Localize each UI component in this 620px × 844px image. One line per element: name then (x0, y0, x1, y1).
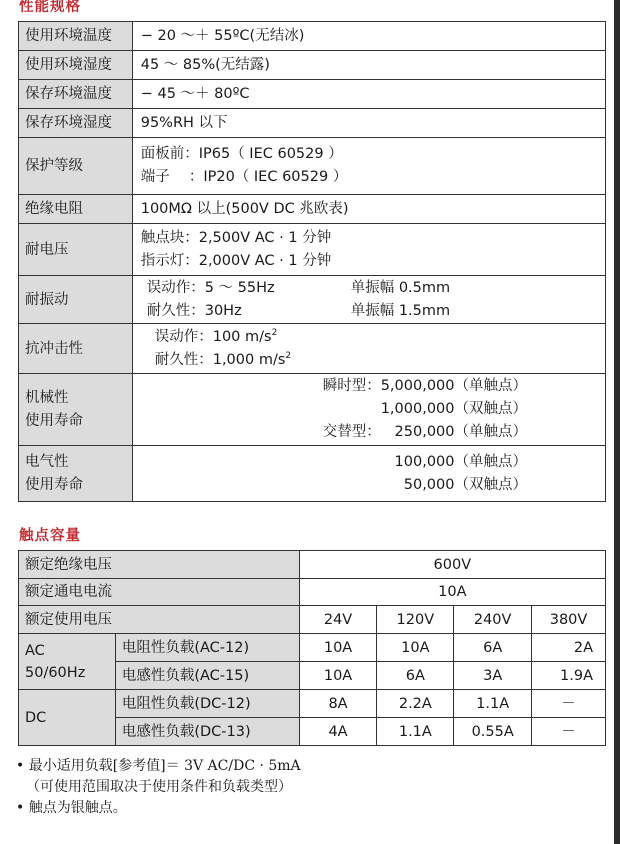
vibration-cell: 耐久性：30Hz (146, 302, 242, 319)
row-label: 保存环境湿度 (19, 109, 133, 138)
current-value: 10A (299, 662, 377, 690)
current-value: － (532, 690, 606, 718)
spec-table (18, 21, 606, 502)
row-label: AC 50/60Hz (19, 634, 116, 690)
life-type: 瞬时型： (322, 378, 381, 394)
current-value: 2.2A (377, 690, 454, 718)
row-label: 保存环境温度 (19, 80, 133, 109)
current-value: 1.1A (377, 718, 454, 746)
current-value: 1.9A (532, 662, 606, 690)
life-contact-type: （双触点） (454, 401, 527, 417)
note-contact-material: • 触点为银触点。 (16, 800, 127, 816)
table-row (19, 579, 606, 606)
row-value (132, 224, 605, 276)
current-value: 10A (299, 634, 377, 662)
voltage-header: 240V (454, 606, 532, 634)
life-grid (133, 451, 527, 497)
load-label: 电阻性负载(AC-12) (115, 634, 299, 662)
life-count: 1,000,000 (380, 401, 455, 417)
row-value: − 45 ～＋ 80ºC (132, 80, 605, 109)
life-count: 5,000,000 (380, 378, 455, 394)
row-value: 95%RH 以下 (132, 109, 605, 138)
row-label: 使用环境湿度 (19, 51, 133, 80)
page-edge (614, 0, 620, 844)
row-label: 电气性 使用寿命 (19, 446, 133, 502)
life-count: 50,000 (403, 476, 455, 493)
row-label: DC (19, 690, 116, 746)
row-value (132, 138, 605, 195)
section-title-contact: 触点容量 (19, 528, 81, 544)
table-row (19, 195, 606, 224)
row-value (132, 276, 605, 324)
table-row (19, 324, 606, 374)
row-value (132, 446, 605, 502)
elec-life-list (133, 451, 605, 497)
vibration-cell: 单振幅 1.5mm (350, 302, 451, 319)
table-row (19, 109, 606, 138)
row-label: 额定绝缘电压 (19, 551, 300, 579)
table-row (19, 22, 606, 51)
row-label: 保护等级 (19, 138, 133, 195)
current-value: － (532, 718, 606, 746)
note-min-load: • 最小适用负载[参考值]＝ 3V AC/DC · 5mA (16, 758, 301, 774)
load-label: 电阻性负载(DC-12) (115, 690, 299, 718)
table-row (19, 551, 606, 579)
current-value: 10A (377, 634, 454, 662)
life-count: 100,000 (394, 453, 455, 470)
row-label: 绝缘电阻 (19, 195, 133, 224)
current-value: 3A (454, 662, 532, 690)
contact-table (18, 550, 606, 746)
shock-line: 误动作：100 $m/s^2$ (154, 327, 278, 345)
life-contact-type: （单触点） (454, 453, 527, 470)
current-value: 1.1A (454, 690, 532, 718)
note-range: （可使用范围取决于使用条件和负载类型） (26, 779, 292, 795)
vibration-cell: 误动作：5 ～ 55Hz (146, 279, 275, 296)
row-label: 额定使用电压 (19, 606, 300, 634)
table-row (19, 374, 606, 446)
row-value: 45 ～ 85%(无结露) (132, 51, 605, 80)
table-row (19, 606, 606, 634)
table-row (19, 224, 606, 276)
current-value: 2A (532, 634, 606, 662)
vibration-cell: 单振幅 0.5mm (350, 279, 451, 296)
row-value: 100MΩ 以上(500V DC 兆欧表) (132, 195, 605, 224)
protection-line: 端子 ：IP20（ IEC 60529 ） (140, 169, 348, 185)
row-label: 耐振动 (19, 276, 133, 324)
row-value: 600V (299, 551, 605, 579)
voltage-header: 120V (377, 606, 454, 634)
load-label: 电感性负载(AC-15) (115, 662, 299, 690)
table-row (19, 446, 606, 502)
section-title-spec: 性能规格 (19, 0, 81, 15)
row-value (132, 324, 605, 374)
dielectric-line: 触点块：2,500V AC · 1 分钟 (140, 229, 332, 246)
shock-line: 耐久性：1,000 $m/s^2$ (154, 350, 292, 368)
life-contact-type: （双触点） (454, 476, 527, 493)
voltage-header: 380V (532, 606, 606, 634)
life-grid (133, 375, 527, 444)
row-label: 机械性 使用寿命 (19, 374, 133, 446)
row-label: 耐电压 (19, 224, 133, 276)
current-value: 0.55A (454, 718, 532, 746)
life-contact-type: （单触点） (454, 378, 527, 394)
vibration-grid (133, 277, 605, 323)
load-label: 电感性负载(DC-13) (115, 718, 299, 746)
current-value: 8A (299, 690, 377, 718)
dielectric-line: 指示灯：2,000V AC · 1 分钟 (140, 252, 332, 269)
table-row (19, 80, 606, 109)
mech-life-list (133, 375, 605, 444)
current-value: 6A (454, 634, 532, 662)
row-label: 使用环境温度 (19, 22, 133, 51)
current-value: 6A (377, 662, 454, 690)
table-row (19, 690, 606, 718)
protection-line: 面板前：IP65（ IEC 60529 ） (140, 146, 343, 162)
life-type (323, 398, 381, 421)
life-contact-type: （单触点） (454, 424, 527, 440)
current-value: 4A (299, 718, 377, 746)
row-label: 抗冲击性 (19, 324, 133, 374)
table-row (19, 634, 606, 662)
table-row (19, 51, 606, 80)
life-type: 交替型： (322, 424, 381, 440)
life-count: 250,000 (394, 424, 455, 440)
row-label: 额定通电电流 (19, 579, 300, 606)
row-value: 10A (299, 579, 605, 606)
row-value (132, 374, 605, 446)
voltage-header: 24V (299, 606, 377, 634)
table-row (19, 138, 606, 195)
row-value: − 20 ～＋ 55ºC(无结冰) (132, 22, 605, 51)
table-row (19, 276, 606, 324)
